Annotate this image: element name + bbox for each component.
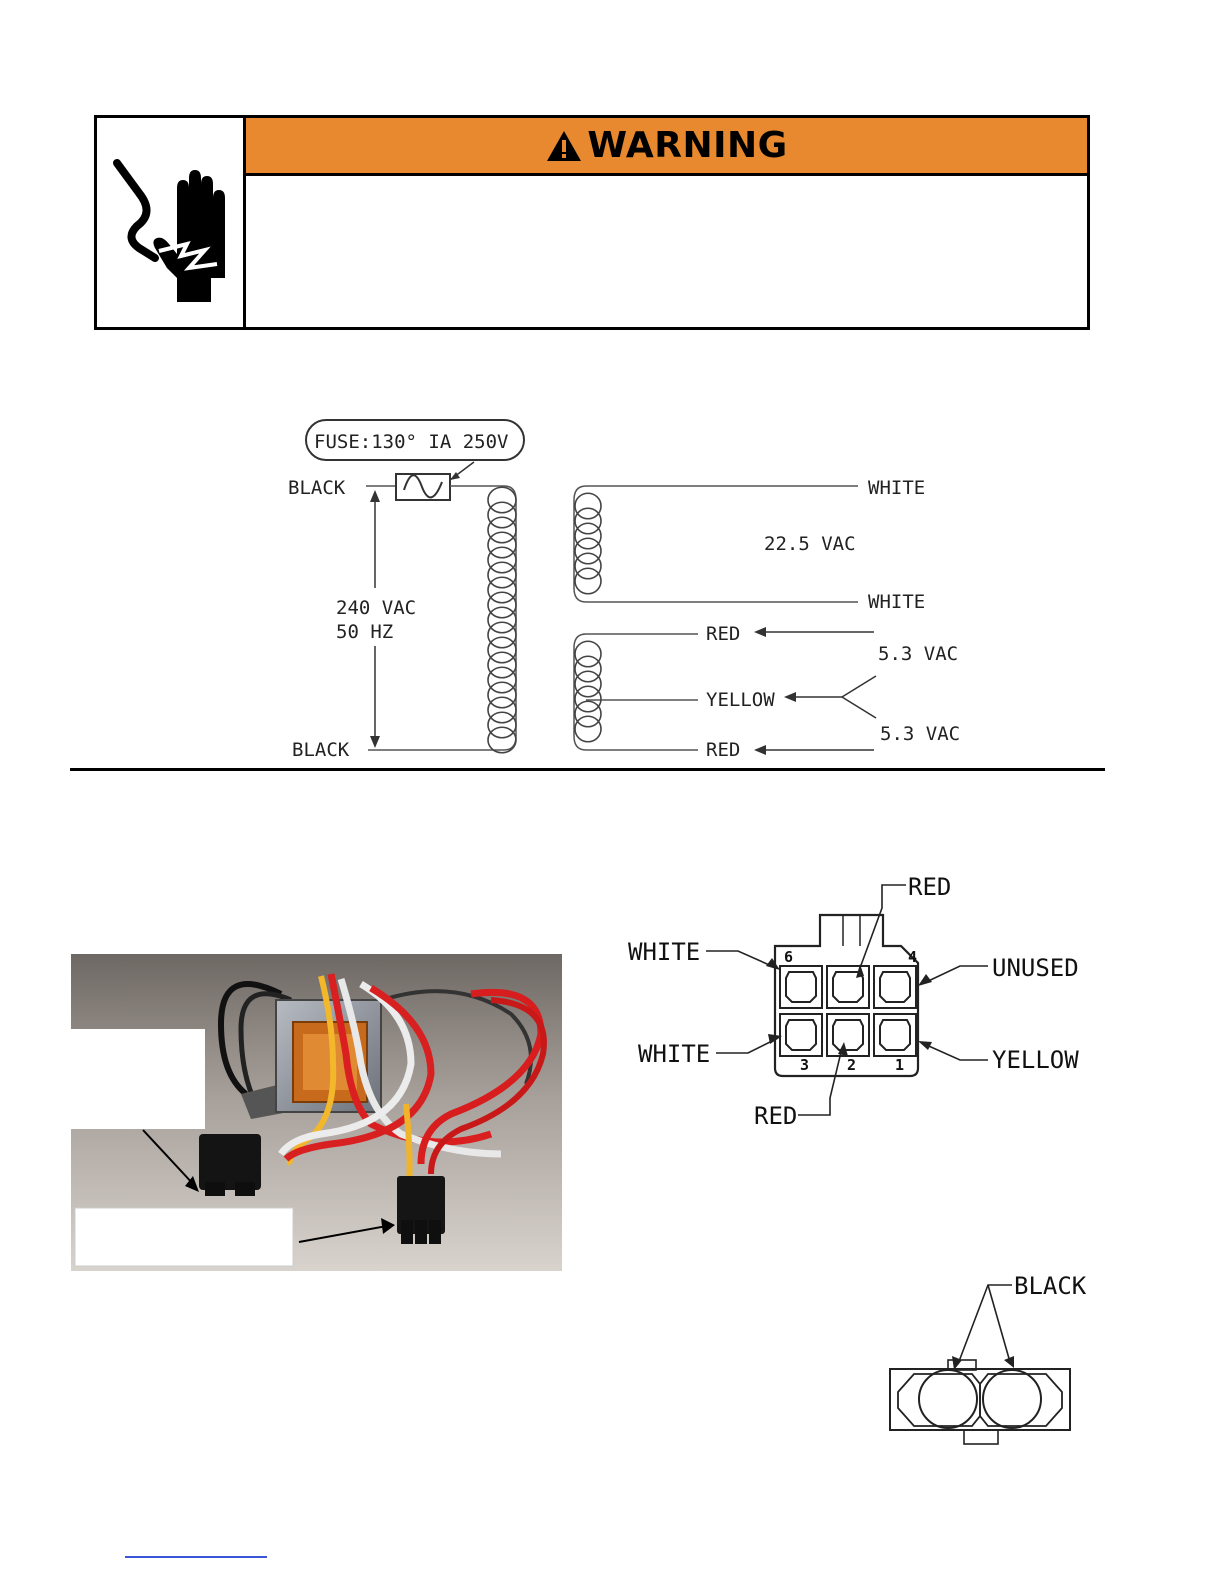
photo-label-box-upper [71, 1029, 205, 1129]
pin-number-1: 1 [895, 1056, 905, 1074]
coil-loop [488, 487, 516, 513]
secondary-upper-voltage: 22.5 VAC [764, 533, 856, 555]
coil-loop [488, 712, 516, 738]
electrical-shock-hand-icon [97, 118, 243, 327]
secondary-lower-bottom-wire-label: RED [706, 739, 741, 761]
coil-loop [575, 671, 601, 697]
coil-loop [488, 502, 516, 528]
pin-socket [833, 1020, 863, 1050]
six-pin-label-bottom: RED [754, 1102, 798, 1130]
coil-loop [575, 716, 601, 742]
six-pin-label-top: RED [908, 873, 952, 901]
coil-loop [575, 568, 601, 594]
secondary-upper-coil [575, 493, 601, 594]
two-pin-label: BLACK [1014, 1272, 1087, 1300]
six-pin-label-upper-right: UNUSED [992, 954, 1079, 982]
secondary-lower-top-wire-label: RED [706, 623, 741, 645]
coil-loop [488, 697, 516, 723]
secondary-upper-top-wire-label: WHITE [868, 477, 926, 499]
secondary-upper-bottom-wire-label: WHITE [868, 591, 926, 613]
fuse-label: FUSE:130° IA 250V [314, 431, 509, 453]
pin-socket [786, 972, 816, 1002]
coil-loop [488, 652, 516, 678]
pin-number-4: 4 [908, 948, 918, 966]
coil-loop [575, 553, 601, 579]
pin-number-6: 6 [784, 948, 794, 966]
pin-socket [786, 1020, 816, 1050]
secondary-lower-center-wire-label: YELLOW [706, 689, 775, 711]
six-pin-connector-diagram [620, 868, 1100, 1138]
coil-loop [575, 508, 601, 534]
six-pin-label-lower-right: YELLOW [992, 1046, 1079, 1074]
coil-loop [575, 538, 601, 564]
coil-loop [488, 607, 516, 633]
warning-title: WARNING [587, 125, 788, 166]
alert-triangle-icon [545, 129, 583, 163]
six-pin-label-upper-left: WHITE [628, 938, 701, 966]
six-pin-label-lower-left: WHITE [638, 1040, 711, 1068]
coil-loop [575, 641, 601, 667]
coil-loop [488, 517, 516, 543]
pin-socket [880, 1020, 910, 1050]
pin-number-2: 2 [847, 1056, 857, 1074]
coil-loop [575, 701, 601, 727]
coil-loop [575, 493, 601, 519]
transformer-photo [71, 954, 562, 1271]
primary-bottom-wire-label: BLACK [292, 739, 350, 761]
pin-number-3: 3 [800, 1056, 810, 1074]
warning-box [94, 115, 1090, 330]
primary-voltage: 240 VAC [336, 597, 417, 619]
secondary-lower-lower-voltage: 5.3 VAC [880, 723, 961, 745]
coil-loop [575, 656, 601, 682]
coil-loop [488, 622, 516, 648]
primary-frequency: 50 HZ [336, 621, 394, 643]
coil-loop [488, 637, 516, 663]
photo-label-box-lower [75, 1208, 293, 1266]
pin-cells [780, 966, 916, 1056]
primary-coil [488, 487, 516, 753]
coil-loop [488, 577, 516, 603]
warning-icon-cell [97, 118, 246, 327]
coil-loop [488, 727, 516, 753]
coil-loop [575, 686, 601, 712]
footer-link-underline[interactable] [125, 1556, 267, 1558]
pin-socket [880, 972, 910, 1002]
secondary-lower-coil [575, 641, 601, 742]
coil-loop [488, 547, 516, 573]
warning-body [246, 176, 1087, 327]
coil-loop [488, 682, 516, 708]
section-divider [70, 768, 1105, 771]
primary-top-wire-label: BLACK [288, 477, 346, 499]
two-pin-connector-diagram [880, 1268, 1100, 1458]
coil-loop [575, 523, 601, 549]
transformer-schematic [270, 410, 990, 770]
secondary-lower-upper-voltage: 5.3 VAC [878, 643, 959, 665]
coil-loop [488, 532, 516, 558]
coil-loop [488, 667, 516, 693]
coil-loop [488, 562, 516, 588]
coil-loop [488, 592, 516, 618]
warning-header [246, 118, 1087, 176]
